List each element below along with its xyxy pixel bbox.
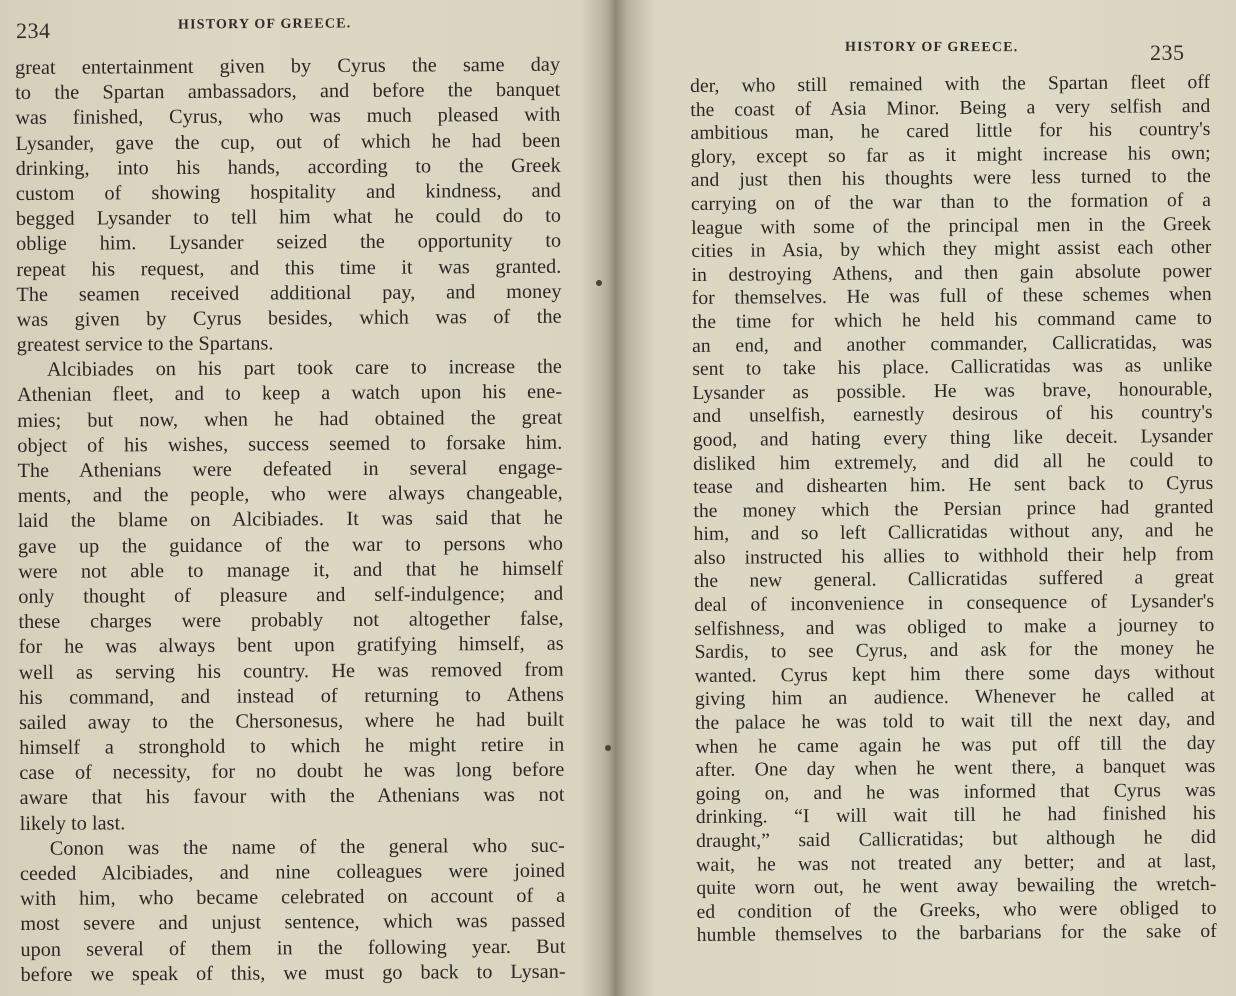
text-line: was finished, Cyrus, who was much pleased with (15, 104, 561, 130)
text-line: sent to take his place. Callicratidas was as unlike (692, 355, 1213, 381)
text-line: the coast of Asia Minor. Being a very selfish and (690, 95, 1211, 121)
text-line: for themselves. He was full of these schemes when (691, 284, 1212, 310)
text-line: laid the blame on Alcibiades. It was said that he (17, 507, 563, 533)
text-line: himself a stronghold to which he might retire in (19, 733, 565, 760)
text-line: also instructed his allies to withhold their help from (693, 543, 1214, 569)
text-line: for he was always bent upon gratifying himself, as (18, 632, 564, 659)
text-line: these charges were probably not altogether false, (18, 607, 564, 634)
right-running-head: HISTORY OF GREECE. (844, 39, 1019, 56)
text-line: Conon was the name of the general who suc- (49, 834, 565, 860)
text-line: oblige him. Lysander seized the opportunity to (16, 229, 562, 256)
left-page-text (15, 53, 566, 988)
text-line: wanted. Cyrus kept him there some days without (694, 661, 1215, 687)
text-line: well as serving his country. He was removed from (18, 658, 564, 684)
text-line: when he came again he was put off till the day (695, 732, 1216, 758)
text-line: humble themselves to the barbarians for the sake of (696, 921, 1217, 947)
text-line: sailed away to the Chersonesus, where he had built (19, 708, 565, 734)
text-line: giving him an audience. Whenever he called at (694, 685, 1215, 711)
text-line: The Athenians were defeated in several engage- (17, 456, 563, 482)
text-line: wait, he was not treated any better; and at last, (696, 850, 1217, 876)
text-line: case of necessity, for no doubt he was long before (19, 758, 565, 785)
text-line: his command, and instead of returning to Athens (18, 683, 564, 709)
text-line: him, and so left Callicratidas without any, and he (693, 520, 1214, 546)
text-line: deal of inconvenience in consequence of Lysander's (694, 590, 1215, 617)
text-line: der, who still remained with the Spartan fleet off (690, 71, 1211, 97)
text-line: Alcibiades on his part took care to increase the (46, 355, 562, 382)
text-line: mies; but now, when he had obtained the great (17, 406, 563, 432)
text-line: tease and dishearten him. He sent back to Cyrus (693, 472, 1214, 499)
text-line: ed condition of the Greeks, who were obliged to (696, 897, 1217, 923)
text-line: to the Spartan ambassadors, and before the banquet (15, 78, 561, 105)
text-line: The seamen received additional pay, and money (16, 280, 562, 306)
right-page (612, 0, 1236, 996)
text-line: quite worn out, he went away bewailing the wretch- (696, 874, 1217, 900)
text-line: most severe and unjust sentence, which was passed (20, 910, 566, 936)
text-line: Sardis, to see Cyrus, and ask for the money he (694, 638, 1215, 664)
text-line: drinking. “I will wait till he had finished his (695, 803, 1216, 829)
text-line: cities in Asia, by which they might assist each other (691, 237, 1212, 263)
text-line: drinking, into his hands, according to the Greek (15, 154, 561, 180)
text-line: and unselfish, earnestly desirous of his country's (692, 402, 1213, 428)
right-page-text (690, 71, 1217, 948)
left-page-number: 234 (15, 17, 51, 44)
text-line: an end, and another commander, Callicratidas, was (692, 331, 1213, 357)
text-line: league with some of the principal men in the Greek (691, 213, 1212, 239)
text-line: the palace he was told to wait till the next day, and (695, 708, 1216, 735)
text-line: good, and hating every thing like deceit. Lysander (692, 425, 1213, 451)
left-page (0, 0, 600, 996)
text-line: glory, except so far as it might increase his own; (690, 142, 1211, 168)
text-line: custom of showing hospitality and kindness, and (15, 179, 561, 205)
text-line: repeat his request, and this time it was granted. (16, 255, 562, 281)
text-line: selfishness, and was obliged to make a journey to (694, 614, 1215, 640)
text-line: draught,” said Callicratidas; but although he did (695, 826, 1217, 852)
text-line: likely to last. (19, 811, 126, 835)
text-line: before we speak of this, we must go back to Lysan- (20, 960, 566, 986)
text-line: ambitious man, he cared little for his country's (690, 119, 1211, 145)
text-line: only thought of pleasure and self-indulgence; and (18, 582, 564, 608)
text-line: after. One day when he went there, a banquet was (695, 756, 1216, 782)
text-line: gave up the guidance of the war to persons who (17, 532, 564, 558)
text-line: and just then his thoughts were less turned to the (690, 166, 1211, 192)
text-line: going on, and he was informed that Cyrus was (695, 779, 1216, 805)
text-line: the money which the Persian prince had granted (693, 496, 1214, 522)
text-line: upon several of them in the following year. But (20, 935, 566, 961)
text-line: ceeded Alcibiades, and nine colleagues were joined (19, 859, 566, 885)
text-line: aware that his favour with the Athenians was not (19, 784, 565, 810)
text-line: ments, and the people, who were always changeable, (17, 481, 563, 508)
text-line: carrying on of the war than to the formation of a (690, 189, 1212, 215)
text-line: great entertainment given by Cyrus the same day (15, 53, 561, 79)
text-line: with him, who became celebrated on account of a (20, 884, 566, 911)
gutter-mark (605, 745, 611, 751)
text-line: begged Lysander to tell him what he could do to (15, 204, 562, 231)
text-line: object of his wishes, success seemed to forsake him. (17, 431, 563, 457)
text-line: greatest service to the Spartans. (16, 332, 274, 357)
right-page-number: 235 (1150, 40, 1185, 65)
text-line: were not able to manage it, and that he himself (18, 557, 564, 583)
text-line: disliked him extremely, and did all he could to (692, 449, 1214, 475)
left-running-head: HISTORY OF GREECE. (177, 16, 352, 33)
text-line: was given by Cyrus besides, which was of the (16, 305, 562, 331)
text-line: Lysander, gave the cup, out of which he had been (15, 129, 561, 155)
text-line: Lysander as possible. He was brave, honourable, (692, 378, 1213, 404)
text-line: the time for which he held his command came to (691, 307, 1213, 333)
text-line: the new general. Callicratidas suffered a great (693, 567, 1215, 593)
text-line: Athenian fleet, and to keep a watch upon his ene- (17, 381, 563, 407)
text-line: in destroying Athens, and then gain absolute power (691, 260, 1212, 286)
